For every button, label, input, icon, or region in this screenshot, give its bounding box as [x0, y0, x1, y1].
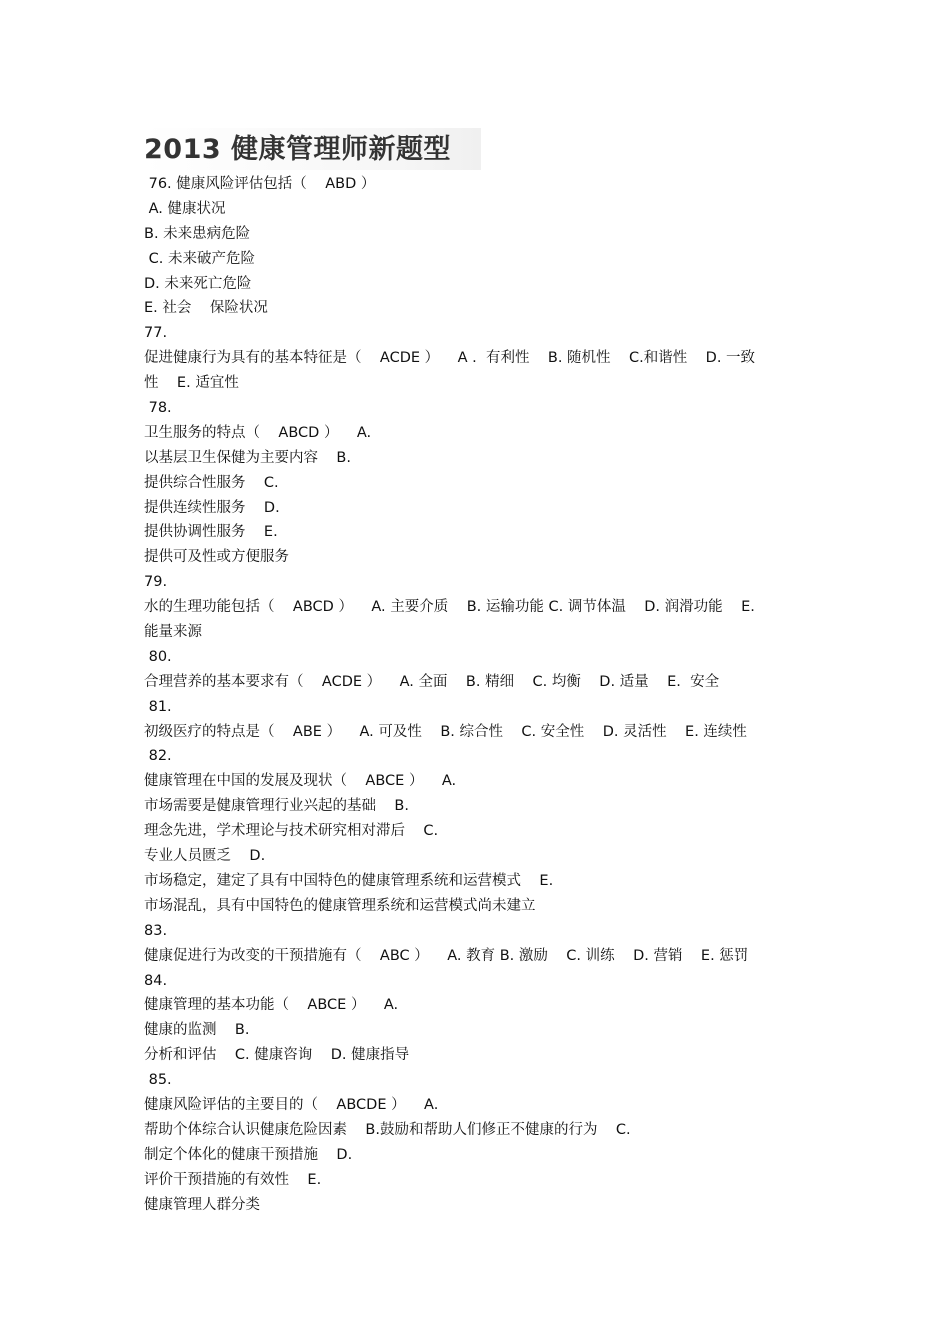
text-line: C. 未来破产危险 [144, 250, 255, 267]
text-line: 初级医疗的特点是（ ABE ） A. 可及性 B. 综合性 C. 安全性 D. 灵活性 E. 连续性 [144, 723, 747, 740]
text-line: 85. [144, 1072, 172, 1089]
text-line: 健康管理的基本功能（ ABCE ） A. [144, 997, 399, 1014]
text-line: 市场稳定，建定了具有中国特色的健康管理系统和运营模式 E. [144, 872, 554, 889]
text-line: 78. [144, 400, 172, 417]
text-line: 76. 健康风险评估包括（ ABD ） [144, 176, 376, 192]
text-line: 77. [144, 325, 168, 342]
question-text-body [144, 172, 824, 1217]
text-line: 市场需要是健康管理行业兴起的基础 B. [144, 798, 409, 815]
text-line: A. 健康状况 [144, 200, 226, 217]
title-block [144, 128, 481, 170]
text-line: 性 E. 适宜性 [144, 375, 239, 392]
text-line: E. 社会 保险状况 [144, 300, 268, 317]
text-line: 健康管理人群分类 [144, 1196, 260, 1213]
text-line: 合理营养的基本要求有（ ACDE ） A. 全面 B. 精细 C. 均衡 D. 适量 E. 安全 [144, 673, 720, 690]
text-line: 82. [144, 748, 172, 765]
text-line: 提供连续性服务 D. [144, 499, 280, 516]
text-line: B. 未来患病危险 [144, 225, 251, 242]
text-line: 卫生服务的特点（ ABCD ） A. [144, 424, 372, 441]
text-line: 84. [144, 972, 168, 989]
text-line: 专业人员匮乏 D. [144, 848, 266, 865]
text-line: 提供协调性服务 E. [144, 524, 278, 541]
text-line: 能量来源 [144, 624, 202, 641]
text-line: 水的生理功能包括（ ABCD ） A. 主要介质 B. 运输功能 C. 调节体温 D. 润滑功能 E. [144, 599, 755, 616]
text-line: 市场混乱，具有中国特色的健康管理系统和运营模式尚未建立 [144, 897, 536, 914]
text-line: 分析和评估 C. 健康咨询 D. 健康指导 [144, 1047, 410, 1064]
text-line: 83. [144, 922, 168, 939]
text-line: 以基层卫生保健为主要内容 B. [144, 449, 351, 466]
document-title: 2013 健康管理师新题型 [144, 134, 452, 165]
text-line: 81. [144, 698, 172, 715]
text-line: 健康促进行为改变的干预措施有（ ABC ） A. 教育 B. 激励 C. 训练 D. 营销 E. 惩罚 [144, 947, 749, 964]
text-line: 评价干预措施的有效性 E. [144, 1171, 322, 1188]
text-line: 促进健康行为具有的基本特征是（ ACDE ） A . 有利性 B. 随机性 C.和谐性 D. 一致 [144, 350, 756, 367]
text-line: 健康的监测 B. [144, 1022, 250, 1039]
text-line: 提供可及性或方便服务 [144, 549, 289, 566]
text-line: 制定个体化的健康干预措施 D. [144, 1146, 353, 1163]
text-line: 帮助个体综合认识健康危险因素 B.鼓励和帮助人们修正不健康的行为 C. [144, 1121, 631, 1138]
text-line: 健康管理在中国的发展及现状（ ABCE ） A. [144, 773, 457, 790]
text-line: 80. [144, 648, 172, 665]
text-line: 79. [144, 574, 168, 591]
text-line: D. 未来死亡危险 [144, 275, 252, 292]
text-line: 提供综合性服务 C. [144, 474, 279, 491]
document-page [144, 128, 824, 1217]
text-line: 健康风险评估的主要目的（ ABCDE ） A. [144, 1096, 439, 1113]
text-line: 理念先进，学术理论与技术研究相对滞后 C. [144, 823, 439, 840]
